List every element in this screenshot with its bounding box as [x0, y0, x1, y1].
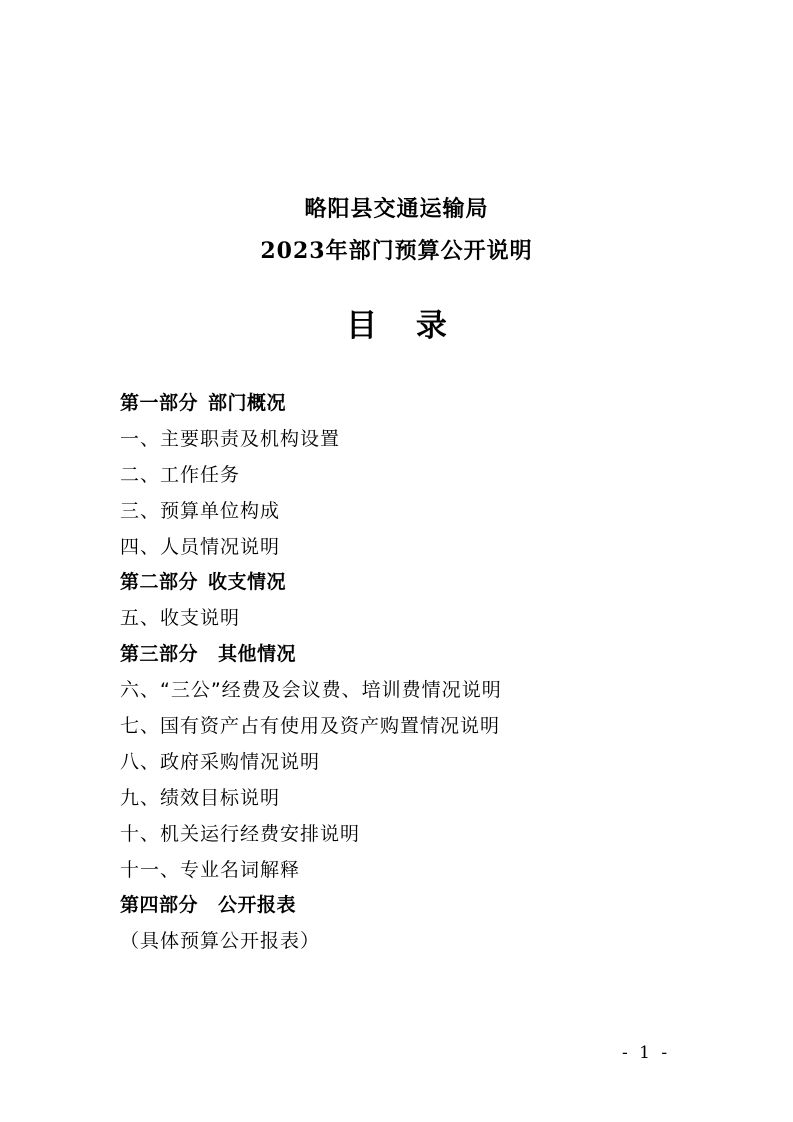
toc-item: 五、收支说明 [120, 607, 241, 630]
toc-item: 七、国有资产占有使用及资产购置情况说明 [120, 715, 501, 738]
toc-part-label: 第一部分 [120, 392, 199, 414]
toc-item: 九、绩效目标说明 [120, 786, 281, 809]
toc-part-name: 公开报表 [218, 894, 297, 917]
toc-item: 三、预算单位构成 [120, 499, 281, 522]
toc-part-4 [120, 889, 720, 925]
toc-item: 八、政府采购情况说明 [120, 750, 321, 773]
toc-part-name: 收支情况 [208, 571, 287, 594]
toc-part-label: 第二部分 [120, 571, 199, 594]
toc-part-name: 部门概况 [208, 392, 287, 414]
toc-heading: 目 录 [346, 308, 447, 344]
toc-item: （具体预算公开报表） [120, 930, 321, 953]
toc-item: 四、人员情况说明 [120, 535, 281, 558]
toc-part-1 [120, 387, 720, 423]
toc-part-2 [120, 566, 720, 602]
toc-item: 二、工作任务 [120, 463, 241, 486]
page-number: - 1 - [622, 1043, 671, 1063]
toc-part-label: 第三部分 [120, 643, 199, 666]
document-main-title: 2023年部门预算公开说明 [260, 238, 533, 264]
toc-part-name: 其他情况 [218, 643, 297, 666]
toc-item: 一、主要职责及机构设置 [120, 427, 341, 450]
toc-item: 十一、专业名词解释 [120, 858, 301, 881]
toc-part-label: 第四部分 [120, 894, 199, 917]
table-of-contents [120, 387, 720, 961]
toc-item: 六、“三公”经费及会议费、培训费情况说明 [120, 679, 502, 702]
toc-item: 十、机关运行经费安排说明 [120, 822, 361, 845]
document-org-title: 略阳县交通运输局 [304, 196, 489, 222]
toc-part-3 [120, 638, 720, 674]
